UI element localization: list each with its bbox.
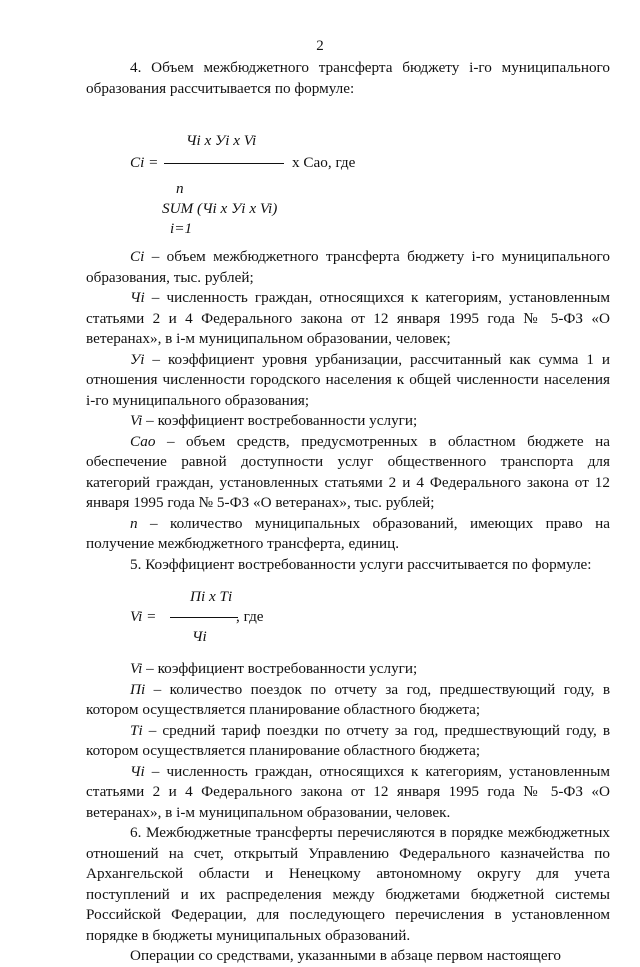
definition-text: – численность граждан, относящихся к категориям, установленным статьями 2 и 4 Федерального закона от 12 января 1995 года № 5-ФЗ «О ветеранах», в i-м муниципальном образовании, человек. xyxy=(86,762,610,821)
definition-symbol: Чi xyxy=(130,762,145,780)
definition-item xyxy=(86,762,610,824)
definition-symbol: Сао xyxy=(130,432,156,450)
formula-tail: х Сао, где xyxy=(292,154,356,171)
fraction-line xyxy=(164,163,284,164)
definition-item xyxy=(86,411,610,432)
definition-symbol: Пi xyxy=(130,680,146,698)
definition-item xyxy=(86,350,610,412)
definition-symbol: Vi xyxy=(130,660,143,677)
definition-text: – средний тариф поездки по отчету за год, предшествующий году, в котором осуществляется планирование областного бюджета; xyxy=(86,721,610,759)
definition-symbol: n xyxy=(130,514,138,532)
definition-text: – количество поездок по отчету за год, предшествующий году, в котором осуществляется планирование областного бюджета; xyxy=(86,680,610,718)
formula-denominator: Чi xyxy=(192,628,207,645)
definitions-list-1 xyxy=(86,247,610,555)
definition-item xyxy=(86,514,610,555)
sum-lower-limit: i=1 xyxy=(170,220,193,237)
formula-demand-coefficient xyxy=(86,575,610,659)
page-number: 2 xyxy=(316,38,324,54)
formula-lhs: Ci = xyxy=(130,154,159,171)
document-body xyxy=(86,58,610,967)
definition-symbol: Тi xyxy=(130,721,143,739)
definition-text: – объем межбюджетного трансферта бюджету i-го муниципального образования, тыс. рублей; xyxy=(86,248,610,286)
definition-text: – количество муниципальных образований, имеющих право на получение межбюджетного трансферта, единиц. xyxy=(86,514,610,552)
paragraph-5: 5. Коэффициент востребованности услуги рассчитывается по формуле: xyxy=(130,555,592,573)
formula-tail: , где xyxy=(236,608,264,625)
definition-text: – коэффициент востребованности услуги; xyxy=(142,412,418,429)
definition-item xyxy=(86,432,610,514)
definition-item xyxy=(86,680,610,721)
formula-denominator: SUM (Чi х Уi х Vi) xyxy=(162,200,278,217)
paragraph-6: 6. Межбюджетные трансферты перечисляются в порядке межбюджетных отношений на счет, открытый Управлению Федерального казначейства по Архангельской области и Ненецкому автономному округу для учета поступлений и их распределения между бюджетами бюджетной системы Российской Федерации, для последующего перечисления в установленном порядке в бюджеты муниципальных образований. xyxy=(86,824,610,944)
formula-lhs: Vi = xyxy=(130,608,157,625)
definition-text: – объем средств, предусмотренных в областном бюджете на обеспечение равной доступности услуг общественного транспорта для категорий граждан, установленных статьями 2 и 4 Федерального закона от 12 января 1995 года № 5-ФЗ «О ветеранах», тыс. рублей; xyxy=(86,432,610,511)
fraction-line xyxy=(170,617,238,618)
definition-symbol: Сi xyxy=(130,248,145,265)
definition-symbol: Уi xyxy=(130,350,145,368)
definition-symbol: Чi xyxy=(130,289,145,306)
definition-item xyxy=(86,721,610,762)
definition-text: – коэффициент востребованности услуги; xyxy=(142,660,418,677)
definition-item xyxy=(86,288,610,350)
paragraph-4: 4. Объем межбюджетного трансферта бюджету i-го муниципального образования рассчитывается по формуле: xyxy=(86,59,610,97)
formula-numerator: Чi х Уi х Vi xyxy=(186,132,257,149)
definition-item xyxy=(86,659,610,680)
formula-numerator: Пi х Тi xyxy=(190,588,233,605)
paragraph-7: Операции со средствами, указанными в абзаце первом настоящего xyxy=(130,947,562,964)
definition-item xyxy=(86,247,610,288)
definitions-list-2 xyxy=(86,659,610,823)
sum-upper-limit: n xyxy=(176,180,184,197)
definition-symbol: Vi xyxy=(130,412,143,429)
definition-text: – численность граждан, относящихся к категориям, установленным статьями 2 и 4 Федерального закона от 12 января 1995 года № 5-ФЗ «О ветеранах», в i-м муниципальном образовании, человек; xyxy=(86,289,610,347)
definition-text: – коэффициент уровня урбанизации, рассчитанный как сумма 1 и отношения численности городского населения к общей численности населения i-го муниципального образования; xyxy=(86,350,610,409)
formula-transfer xyxy=(86,99,610,247)
